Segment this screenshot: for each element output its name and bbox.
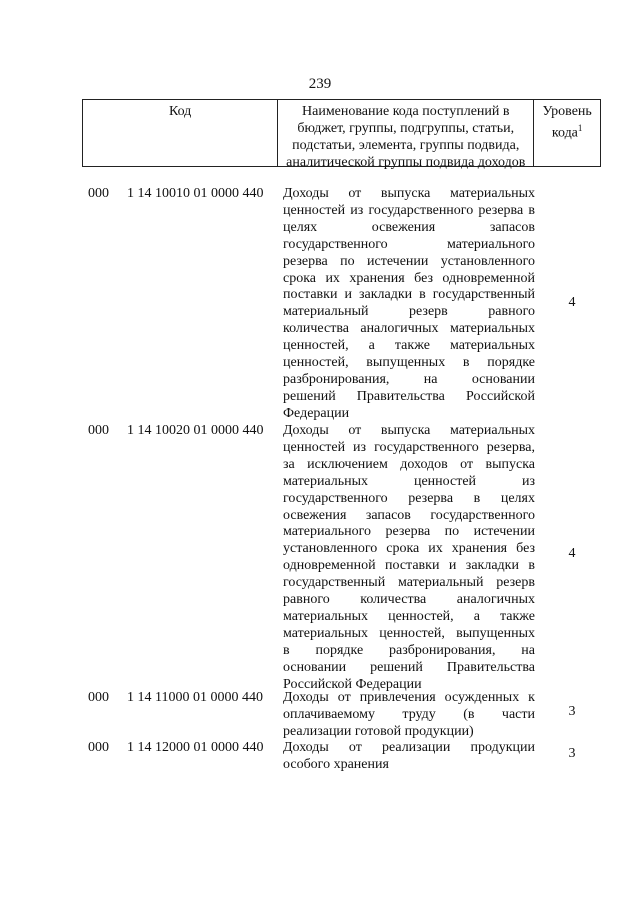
income-name-line: ценностей из государственного резерва, (283, 439, 535, 455)
income-name-line: освежения запасов государственного (283, 507, 535, 523)
income-name (283, 423, 535, 694)
income-name-line: за исключением доходов от выпуска (283, 456, 535, 472)
income-name-line: одновременной поставки и закладки в (283, 558, 535, 574)
code-level: 3 (568, 704, 576, 719)
header-name (278, 100, 534, 170)
header-level (534, 100, 600, 166)
income-name-line: Российской Федерации (283, 676, 422, 692)
income-name-line: поставки и закладки в государственный (283, 287, 535, 303)
code-level: 4 (568, 546, 576, 561)
income-name-line: решений Правительства Российской (283, 388, 535, 404)
admin-code: 000 (88, 423, 109, 438)
code-level: 3 (568, 746, 576, 761)
income-name-line: резерва по истечении установленного (283, 253, 535, 269)
admin-code: 000 (88, 690, 109, 705)
footnote-marker: 1 (577, 123, 583, 133)
income-name-line: ценностей, выпущенных в порядке (283, 355, 535, 371)
income-name-line: государственный материальный резерв (283, 575, 535, 591)
income-name-line: материальных ценностей, а также (283, 608, 535, 624)
income-name-line: Доходы от выпуска материальных (283, 423, 535, 438)
income-name-line: количества аналогичных материальных (283, 321, 535, 337)
admin-code: 000 (88, 186, 109, 201)
header-name-line: подстатьи, элемента, группы подвида, (292, 138, 520, 153)
budget-code: 1 14 11000 01 0000 440 (127, 690, 263, 705)
code-level: 4 (568, 295, 576, 310)
income-name-line: материального резерва по истечении (283, 524, 535, 540)
income-name-line: материальный резерв равного (283, 304, 535, 320)
income-name (283, 186, 535, 423)
income-name-line: Доходы от реализации продукции (283, 740, 535, 755)
income-name-line: Доходы от привлечения осужденных к (283, 690, 535, 705)
income-name-line: особого хранения (283, 756, 389, 772)
page-number: 239 (308, 76, 332, 92)
header-level-line: Уровень (542, 104, 592, 119)
income-name-line: Федерации (283, 405, 350, 421)
income-name-line: целях освежения запасов (283, 219, 535, 235)
income-name-line: государственного материального (283, 236, 535, 252)
header-name-line: аналитической группы подвида доходов (286, 155, 526, 170)
income-name-line: разбронирования, на основании (283, 371, 535, 387)
income-name (283, 740, 535, 774)
income-name-line: установленного срока их хранения без (283, 541, 535, 557)
budget-code: 1 14 12000 01 0000 440 (127, 740, 264, 755)
header-level-line: кода$^1$ (551, 123, 583, 141)
income-name-line: срока их хранения без одновременной (283, 270, 535, 286)
income-name-line: реализации готовой продукции) (283, 723, 474, 739)
budget-code: 1 14 10020 01 0000 440 (127, 423, 264, 438)
income-name-line: равного количества аналогичных (283, 592, 535, 608)
income-name-line: материальных ценностей из (283, 473, 535, 489)
income-name-line: оплачиваемому труду (в части (283, 706, 535, 722)
income-name-line: ценностей, а также материальных (283, 338, 535, 354)
income-name-line: основании решений Правительства (283, 659, 535, 675)
income-name-line: Доходы от выпуска материальных (283, 186, 535, 201)
income-name-line: государственного резерва в целях (283, 490, 535, 506)
header-name-line: Наименование кода поступлений в (302, 104, 510, 119)
budget-code: 1 14 10010 01 0000 440 (127, 186, 264, 201)
table-header (82, 99, 601, 170)
header-name-line: бюджет, группы, подгруппы, статьи, (297, 121, 515, 136)
income-name-line: ценностей из государственного резерва в (283, 202, 535, 218)
header-code: Код (83, 100, 278, 166)
income-name (283, 690, 535, 741)
income-name-line: материальных ценностей, выпущенных (283, 625, 535, 641)
income-name-line: в порядке разбронирования, на (283, 642, 535, 658)
admin-code: 000 (88, 740, 109, 755)
